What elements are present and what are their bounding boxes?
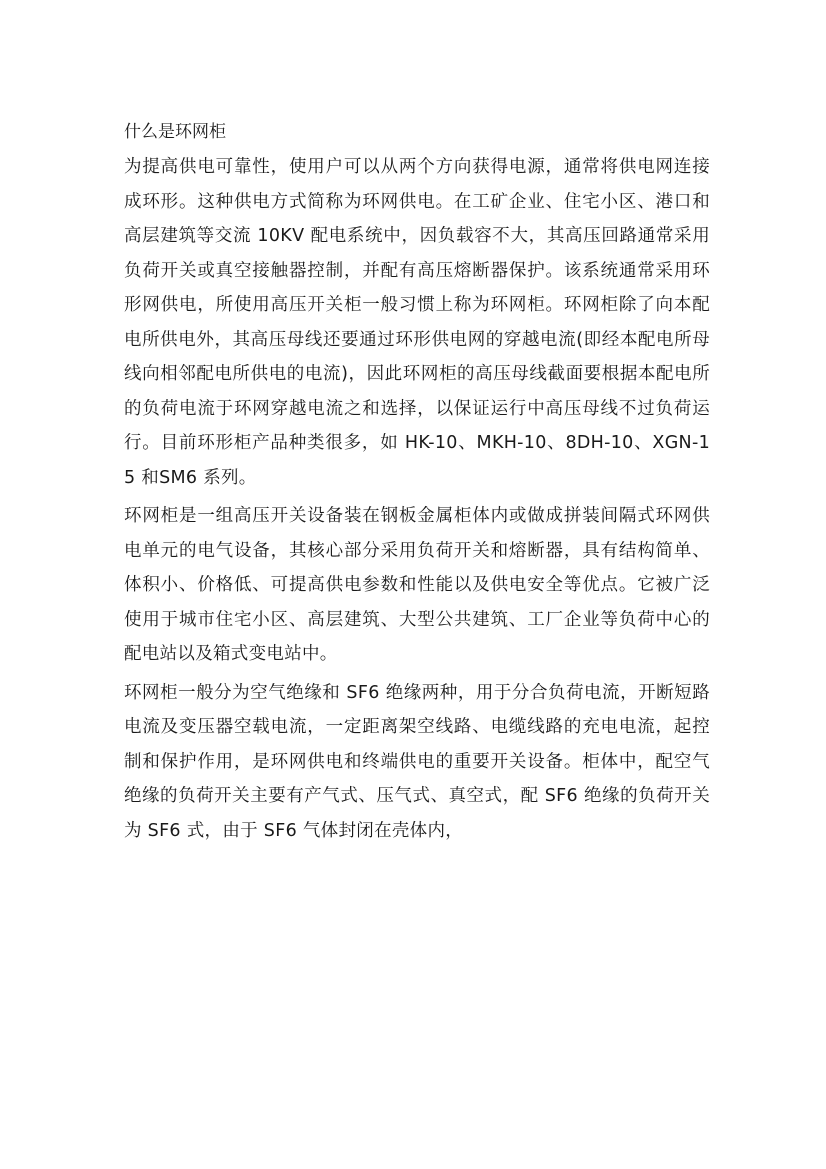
paragraph-ring-network-supply: 为提高供电可靠性，使用户可以从两个方向获得电源，通常将供电网连接成环形。这种供电方式简称为环网供电。在工矿企业、住宅小区、港口和高层建筑等交流 10KV 配电系统中，因负载容不大，其高压回路通常采用负荷开关或真空接触器控制，并配有高压熔断器保护。该系统通常采用环形网供电，所使用高压开关柜一般习惯上称为环网柜。环网柜除了向本配电所供电外，其高压母线还要通过环形供电网的穿越电流(即经本配电所母线向相邻配电所供电的电流)，因此环网柜的高压母线截面要根据本配电所的负荷电流于环网穿越电流之和选择，以保证运行中高压母线不过负荷运行。目前环形柜产品种类很多，如 HK-10、MKH-10、8DH-10、XGN-15 和SM6 系列。 xyxy=(124,157,710,488)
paragraph-insulation-types: 环网柜一般分为空气绝缘和 SF6 绝缘两种，用于分合负荷电流，开断短路电流及变压器空载电流，一定距离架空线路、电缆线路的充电电流，起控制和保护作用，是环网供电和终端供电的重要开关设备。柜体中，配空气绝缘的负荷开关主要有产气式、压气式、真空式，配 SF6 绝缘的负荷开关为 SF6 式，由于 SF6 气体封闭在壳体内， xyxy=(124,682,710,841)
document-page xyxy=(124,118,710,852)
paragraph-ring-cabinet-definition: 环网柜是一组高压开关设备装在钢板金属柜体内或做成拼装间隔式环网供电单元的电气设备，其核心部分采用负荷开关和熔断器，具有结构简单、体积小、价格低、可提高供电参数和性能以及供电安全等优点。它被广泛使用于城市住宅小区、高层建筑、大型公共建筑、工厂企业等负荷中心的配电站以及箱式变电站中。 xyxy=(124,506,710,664)
document-title: 什么是环网柜 xyxy=(124,122,226,142)
